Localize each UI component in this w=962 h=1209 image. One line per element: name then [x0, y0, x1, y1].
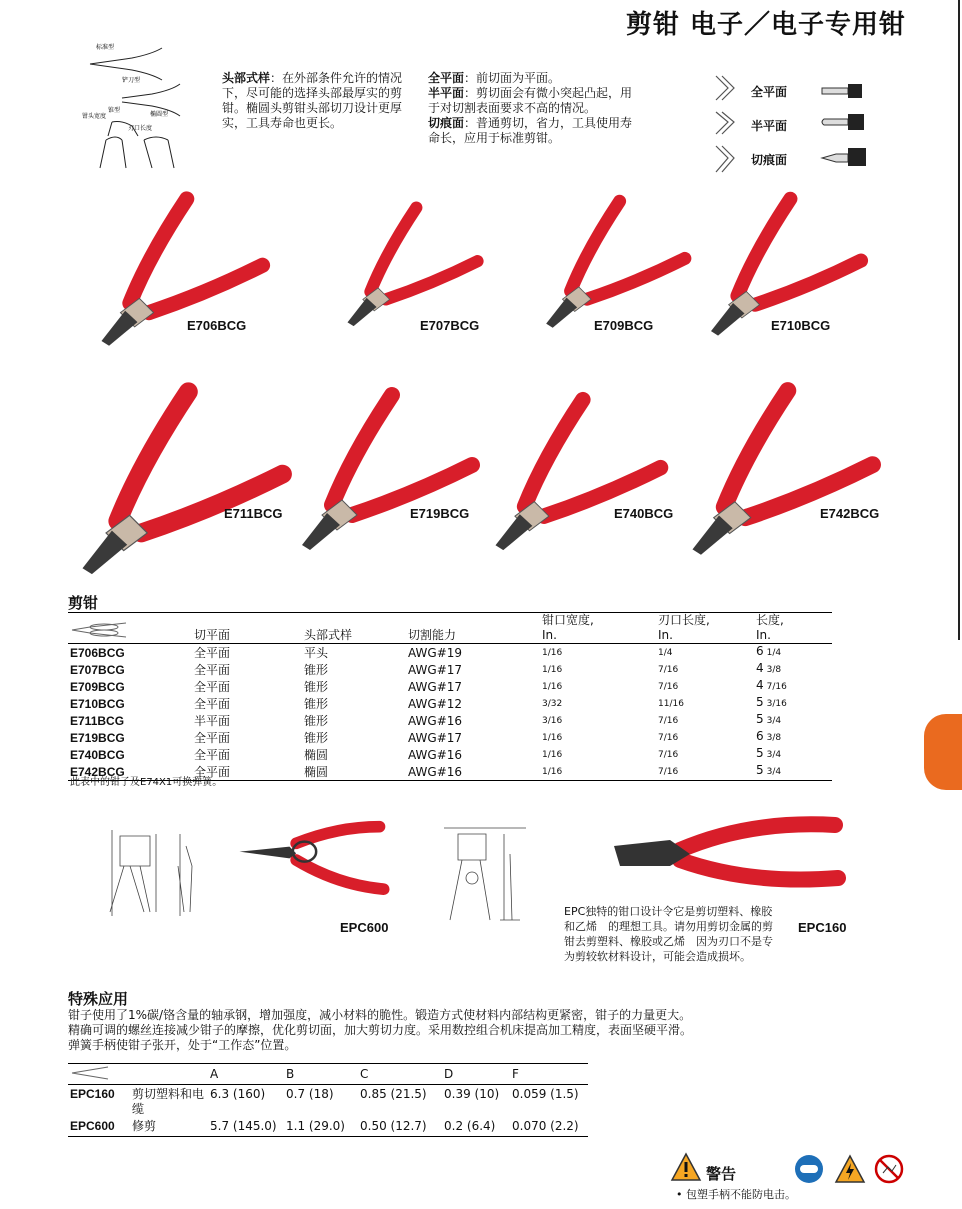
table-cell: 1.1 (29.0) — [284, 1117, 358, 1137]
table-row — [68, 661, 832, 678]
bevel-desc-text: ：普通剪切，省力，工具使用寿命长，应用于标准剪钳。 — [428, 116, 633, 145]
table-row — [68, 695, 832, 712]
warning-bullet: • 包塑手柄不能防电击。 — [676, 1188, 796, 1201]
table-cell: 6.3 (160) — [210, 1087, 266, 1101]
product-label-e742: E742BCG — [820, 506, 880, 521]
table-row — [68, 1085, 588, 1118]
table-cell: 0.2 (6.4) — [442, 1117, 510, 1137]
table-cell: E711BCG — [70, 714, 125, 728]
table-cell: E706BCG — [70, 646, 125, 660]
diagram-label-head-width: 钳头宽度 — [82, 113, 107, 120]
cut-profile-icons — [714, 74, 736, 178]
table2-header-b: B — [284, 1064, 358, 1085]
product-image-e742 — [675, 380, 890, 560]
table-cell-length: 4 7/16 — [756, 678, 787, 692]
table-cell: 7/16 — [658, 750, 679, 760]
table-cell: E709BCG — [70, 680, 125, 694]
table-cell: E710BCG — [70, 697, 125, 711]
product-label-e719: E719BCG — [410, 506, 470, 521]
table-cell: 0.50 (12.7) — [358, 1117, 442, 1137]
no-electric-icon — [874, 1154, 904, 1184]
special-title: 特殊应用 — [68, 990, 129, 1008]
table-cell: 0.7 (18) — [286, 1087, 334, 1101]
head-style-diagram — [82, 40, 188, 172]
bevel-desc-title: 切痕面 — [428, 116, 465, 130]
product-image-e711 — [70, 380, 295, 580]
bullet-dot: • — [676, 1188, 686, 1201]
table-cell: AWG#16 — [408, 748, 463, 762]
head-style-desc-title: 头部式样 — [222, 71, 271, 85]
table-cell-length: 5 3/4 — [756, 712, 782, 726]
product-image-e706 — [92, 180, 272, 360]
table2-header-f: F — [510, 1064, 588, 1085]
diagram-label-cut-length: 刃口长度 — [128, 125, 153, 132]
table2-header-icon — [68, 1064, 130, 1085]
table-cell: 锥形 — [304, 731, 329, 745]
table-cell: 1/4 — [658, 648, 673, 658]
table-row — [68, 1117, 588, 1137]
diagram-label-shovel: 铲刀型 — [122, 77, 141, 84]
table-cell: AWG#17 — [408, 731, 463, 745]
table-cell: 1/16 — [542, 750, 563, 760]
table2-header-d: D — [442, 1064, 510, 1085]
table-cell: 7/16 — [658, 682, 679, 692]
table-cell: 0.070 (2.2) — [510, 1117, 588, 1137]
product-image-e707 — [315, 200, 510, 330]
table-cell: 全平面 — [192, 763, 302, 781]
product-image-epc600 — [234, 810, 400, 910]
table-cell: AWG#19 — [408, 646, 463, 660]
table-cell: 半平面 — [194, 714, 231, 728]
product-image-e719 — [282, 385, 492, 555]
table-cell: 7/16 — [658, 733, 679, 743]
head-style-desc — [222, 71, 410, 131]
table1-header-jaw-width: 钳口宽度, In. — [540, 613, 656, 644]
table-cell: 3/32 — [542, 699, 563, 709]
table-cell: E740BCG — [70, 748, 125, 762]
table-row — [68, 678, 832, 695]
cut-type-desc — [428, 71, 638, 146]
table-cell: EPC160 — [70, 1087, 115, 1101]
head-style-desc-text: ：在外部条件允许的情况下，尽可能的选择头部最厚实的剪钳。椭圆头剪钳头部切刀设计更厚实，工具寿命也更长。 — [222, 71, 403, 130]
product-label-e710: E710BCG — [771, 318, 831, 333]
table-cell: EPC600 — [68, 1117, 130, 1137]
table-cell: E719BCG — [70, 731, 125, 745]
table-cell: 锥形 — [304, 697, 329, 711]
safety-goggles-icon — [794, 1154, 824, 1184]
semi-desc-title: 半平面 — [428, 86, 465, 100]
flush-desc-text: ：前切面为平面。 — [464, 71, 561, 85]
table-cell: 7/16 — [658, 665, 679, 675]
table-cell: 锥形 — [304, 663, 329, 677]
table-cell: 剪切塑料和电缆 — [132, 1087, 205, 1116]
table-cell: 11/16 — [658, 699, 684, 709]
warning-label: 警告 — [706, 1165, 737, 1183]
product-image-e740 — [478, 390, 678, 555]
table-row — [68, 712, 832, 729]
cut-sample-icons — [820, 82, 866, 172]
table-row — [68, 644, 832, 662]
epc-table — [68, 1063, 588, 1137]
legend-semi: 半平面 — [751, 119, 788, 133]
table-cell: AWG#17 — [408, 680, 463, 694]
product-label-epc160: EPC160 — [798, 920, 847, 935]
table-cell: 椭圆 — [302, 763, 406, 781]
table-cell: E742BCG — [68, 763, 192, 781]
table2-header-c: C — [358, 1064, 442, 1085]
table-cell: 锥形 — [304, 714, 329, 728]
legend-bevel: 切痕面 — [751, 153, 788, 167]
section-tab[interactable] — [924, 714, 962, 790]
table1-header-head: 头部式样 — [302, 613, 406, 644]
table-cell: AWG#12 — [408, 697, 463, 711]
epc-table-body — [68, 1085, 588, 1137]
diagram-label-standard: 标准型 — [96, 44, 115, 51]
product-label-e706: E706BCG — [187, 318, 247, 333]
table-cell: 1/16 — [542, 733, 563, 743]
product-label-epc600: EPC600 — [340, 920, 389, 935]
table1-title: 剪钳 — [68, 594, 99, 612]
table-cell: 7/16 — [656, 763, 754, 781]
table-cell-length: 5 3/4 — [756, 746, 782, 760]
table-cell: 全平面 — [194, 697, 231, 711]
table-cell: 5.7 (145.0) — [208, 1117, 284, 1137]
table2-header-a: A — [208, 1064, 284, 1085]
electric-hazard-icon — [834, 1154, 866, 1184]
table-cell: 全平面 — [194, 646, 231, 660]
epc-description: EPC独特的钳口设计令它是剪切塑料、橡胶 和乙烯 的理想工具。请勿用剪切金属的剪 钳去剪塑料、橡胶或乙烯 因为刃口不是专 为剪较软材料设计，可能会造成损坏。 — [564, 905, 773, 963]
table-cell-length: 5 3/16 — [756, 695, 787, 709]
table-cell: 3/16 — [542, 716, 563, 726]
table-cell: E707BCG — [70, 663, 125, 677]
table-cell: AWG#17 — [408, 663, 463, 677]
flush-desc-title: 全平面 — [428, 71, 465, 85]
table-cell: 1/16 — [542, 665, 563, 675]
product-image-epc160 — [610, 810, 846, 900]
table1-header-blade-length: 刃口长度, In. — [656, 613, 754, 644]
table-cell: 全平面 — [194, 663, 231, 677]
table-cell: 椭圆 — [304, 748, 329, 762]
legend-flush: 全平面 — [751, 85, 788, 99]
table-cell: AWG#16 — [406, 763, 540, 781]
table-cell-length: 4 3/8 — [756, 661, 782, 675]
diagram-label-taper: 锥型 — [108, 107, 121, 114]
table-cell: 1/16 — [540, 763, 656, 781]
semi-desc-text: ：剪切面会有微小突起凸起，用于对切割表面要求不高的情况。 — [428, 86, 633, 115]
table1-header-length: 长度, In. — [754, 613, 832, 644]
plier-outline-icon — [70, 621, 130, 639]
table-cell: 1/16 — [542, 682, 563, 692]
product-label-e740: E740BCG — [614, 506, 674, 521]
table-cell: 0.39 (10) — [444, 1087, 500, 1101]
table-cell-length: 5 3/4 — [754, 763, 832, 781]
product-label-e711: E711BCG — [224, 506, 283, 521]
diagram-label-oval: 椭圆型 — [150, 111, 169, 118]
table1-header-icon — [68, 613, 192, 644]
product-label-e709: E709BCG — [594, 318, 654, 333]
cut-type-legend — [714, 74, 874, 178]
table-cell: 锥形 — [304, 680, 329, 694]
table-cell-length: 6 3/8 — [756, 729, 782, 743]
table-row — [68, 729, 832, 746]
table-cell: 修剪 — [130, 1117, 208, 1137]
product-label-e707: E707BCG — [420, 318, 480, 333]
table1-header-cut: 切平面 — [192, 613, 302, 644]
table-cell: AWG#16 — [408, 714, 463, 728]
pliers-table — [68, 612, 832, 781]
epc160-dimension-drawing — [440, 824, 530, 926]
table1-note: 此表中的钳子及E74X1可换弹簧。 — [70, 777, 223, 788]
table-cell: 平头 — [304, 646, 329, 660]
table-cell: 0.059 (1.5) — [512, 1087, 579, 1101]
table-cell: 全平面 — [194, 731, 231, 745]
table-cell-length: 6 1/4 — [756, 644, 782, 658]
special-text: 钳子使用了1%碳/铬含量的轴承钢，增加强度，减小材料的脆性。锻造方式使材料内部结构更紧密，钳子的力量更大。 精确可调的螺丝连接减少钳子的摩擦，优化剪切面，加大剪切力度。采用数控组合机床提高加工精度，表面坚硬平滑。 弹簧手柄使钳子张开，处于“工作态”位置。 — [68, 1008, 693, 1052]
table-cell: 0.85 (21.5) — [360, 1087, 427, 1101]
page-edge-line — [958, 0, 960, 640]
table-cell: 7/16 — [658, 716, 679, 726]
page-title: 剪钳 电子／电子专用钳 — [625, 10, 906, 40]
pliers-table-body — [68, 644, 832, 781]
warning-triangle-icon — [670, 1152, 702, 1182]
table-cell: 全平面 — [194, 680, 231, 694]
table-row — [68, 746, 832, 763]
product-image-e709 — [538, 190, 693, 335]
table-cell: 全平面 — [194, 748, 231, 762]
table-cell: 1/16 — [542, 648, 563, 658]
plier-outline-icon — [70, 1065, 110, 1081]
table1-header-cap: 切割能力 — [406, 613, 540, 644]
epc600-dimension-drawing — [100, 826, 200, 920]
